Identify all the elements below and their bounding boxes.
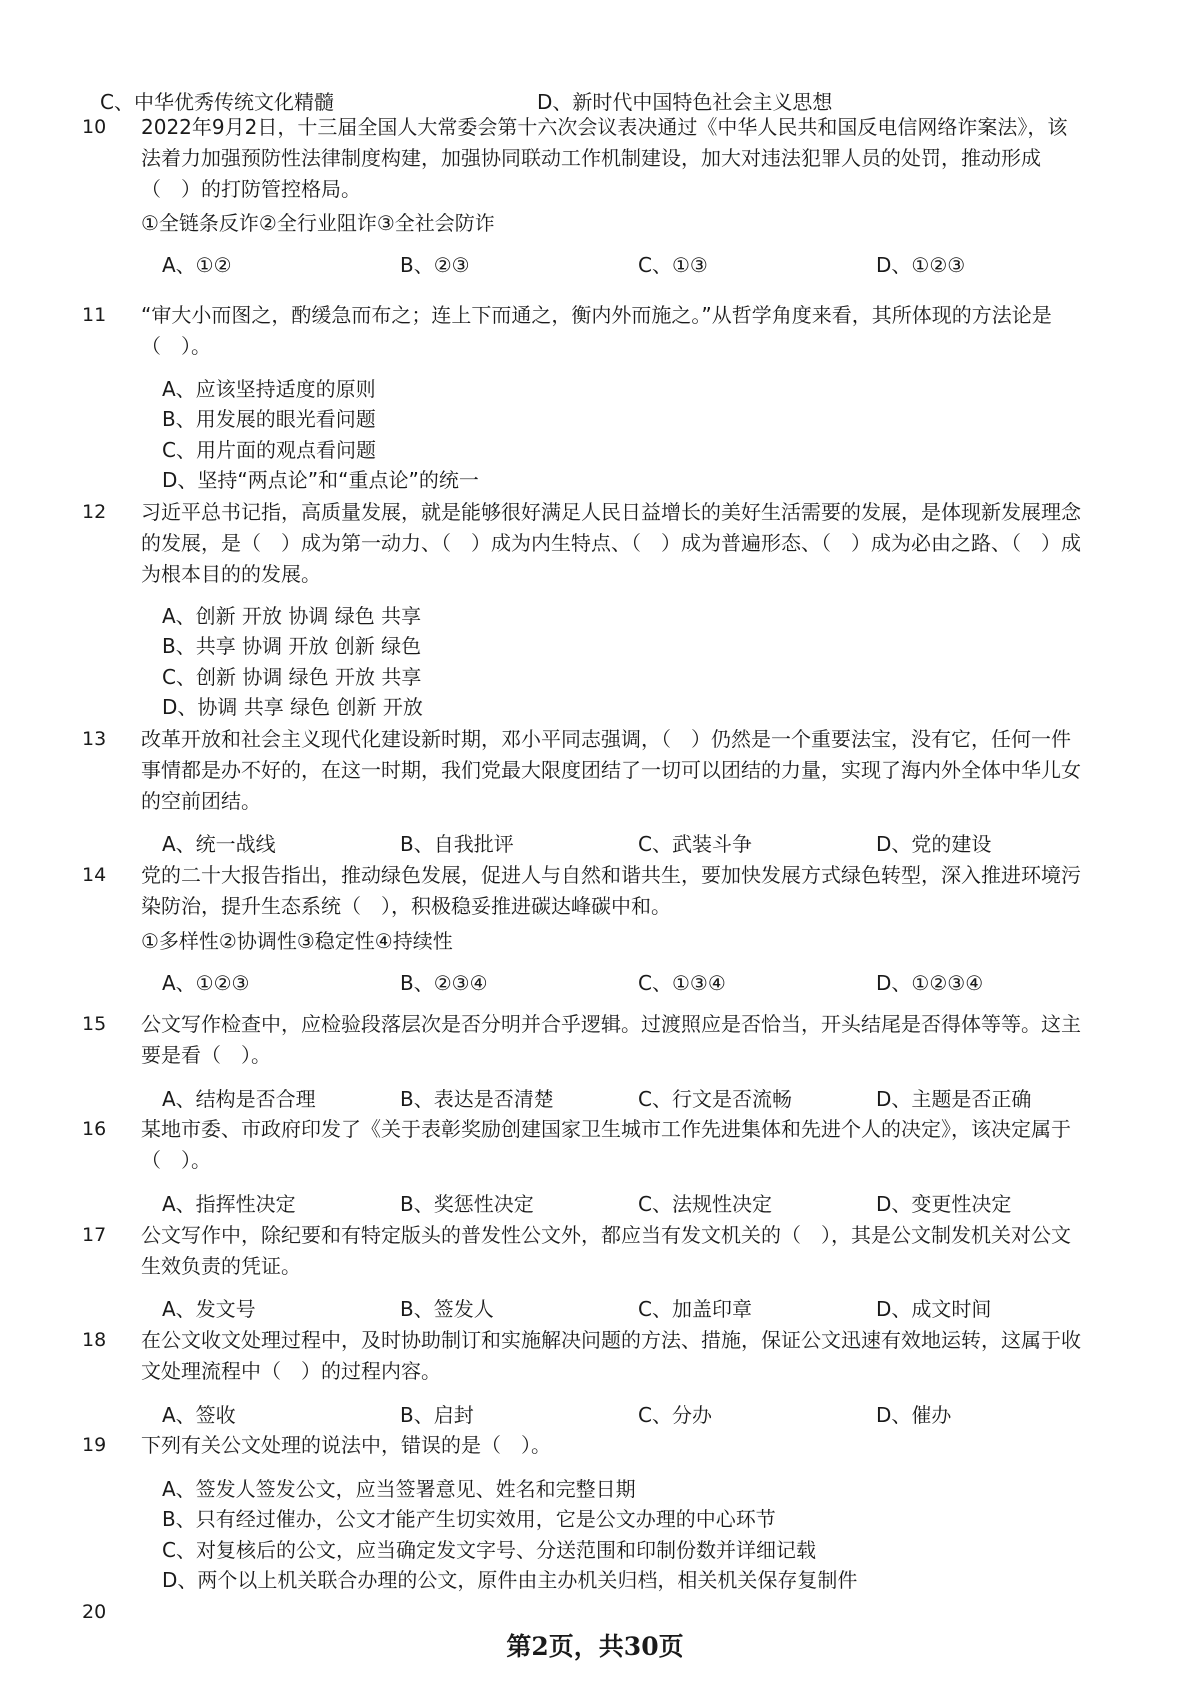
option-a[interactable]: A、签发人签发公文，应当签署意见、姓名和完整日期 <box>162 1477 636 1501</box>
option-c[interactable]: C、中华优秀传统文化精髓 <box>100 90 334 114</box>
option-a[interactable]: A、结构是否合理 <box>162 1087 316 1111</box>
option-b[interactable]: B、自我批评 <box>400 832 514 856</box>
question-number: 20 <box>82 1601 107 1623</box>
option-row <box>162 1189 1114 1219</box>
option-list <box>162 601 423 723</box>
question-text: “审大小而图之，酌缓急而布之；连上下而通之，衡内外而施之。”从哲学角度来看，其所体现的方法论是（ ）。 <box>141 303 1052 358</box>
option-d[interactable]: D、①②③④ <box>876 971 984 995</box>
option-c[interactable]: C、法规性决定 <box>638 1192 772 1216</box>
question-statements: ①多样性②协调性③稳定性④持续性 <box>141 929 453 953</box>
question-number: 13 <box>82 728 107 750</box>
question-text: 某地市委、市政府印发了《关于表彰奖励创建国家卫生城市工作先进集体和先进个人的决定》，该决定属于（ ）。 <box>141 1117 1071 1172</box>
question-text: 党的二十大报告指出，推动绿色发展，促进人与自然和谐共生，要加快发展方式绿色转型，深入推进环境污染防治，提升生态系统（ ），积极稳妥推进碳达峰碳中和。 <box>141 863 1081 918</box>
option-b[interactable]: B、启封 <box>400 1403 474 1427</box>
option-list <box>162 1474 857 1596</box>
question-text: 习近平总书记指，高质量发展，就是能够很好满足人民日益增长的美好生活需要的发展，是体现新发展理念的发展，是（ ）成为第一动力、（ ）成为内生特点、（ ）成为普遍形态、（ ）成为必由之路、（ ）成为根本目的的发展。 <box>141 500 1081 586</box>
question-number: 19 <box>82 1434 107 1456</box>
option-row <box>162 250 1114 280</box>
option-a[interactable]: A、①②③ <box>162 971 250 995</box>
question-text: 公文写作中，除纪要和有特定版头的普发性公文外，都应当有发文机关的（ ），其是公文制发机关对公文生效负责的凭证。 <box>141 1223 1071 1278</box>
option-b[interactable]: B、②③④ <box>400 971 488 995</box>
option-d[interactable]: D、①②③ <box>876 253 966 277</box>
option-a[interactable]: A、发文号 <box>162 1297 256 1321</box>
option-c[interactable]: C、①③④ <box>638 971 726 995</box>
option-a[interactable]: A、应该坚持适度的原则 <box>162 377 376 401</box>
question-text: 改革开放和社会主义现代化建设新时期，邓小平同志强调，（ ）仍然是一个重要法宝，没有它，任何一件事情都是办不好的，在这一时期，我们党最大限度团结了一切可以团结的力量，实现了海内外全体中华儿女的空前团结。 <box>141 727 1081 813</box>
option-d[interactable]: D、催办 <box>876 1403 952 1427</box>
question-number: 12 <box>82 501 107 523</box>
option-d[interactable]: D、主题是否正确 <box>876 1087 1032 1111</box>
option-b[interactable]: B、只有经过催办，公文才能产生切实效用，它是公文办理的中心环节 <box>162 1507 776 1532</box>
question-text: 公文写作检查中，应检验段落层次是否分明并合乎逻辑。过渡照应是否恰当，开头结尾是否得体等等。这主要是看（ ）。 <box>141 1012 1081 1067</box>
option-c[interactable]: C、行文是否流畅 <box>638 1087 792 1111</box>
option-a[interactable]: A、签收 <box>162 1403 236 1427</box>
option-b[interactable]: B、共享 协调 开放 创新 绿色 <box>162 634 422 659</box>
option-d[interactable]: D、两个以上机关联合办理的公文，原件由主办机关归档，相关机关保存复制件 <box>162 1568 858 1593</box>
option-row <box>162 829 1114 859</box>
question-number: 10 <box>82 116 107 138</box>
option-c[interactable]: C、创新 协调 绿色 开放 共享 <box>162 664 422 689</box>
question-number: 16 <box>82 1118 107 1140</box>
question-number: 11 <box>82 304 107 326</box>
option-row <box>162 1400 1114 1430</box>
question-number: 17 <box>82 1224 107 1246</box>
option-c[interactable]: C、①③ <box>638 253 708 277</box>
question-number: 14 <box>82 864 107 886</box>
option-d[interactable]: D、变更性决定 <box>876 1192 1012 1216</box>
question-statements: ①全链条反诈②全行业阻诈③全社会防诈 <box>141 211 495 235</box>
option-row <box>162 968 1114 998</box>
option-c[interactable]: C、分办 <box>638 1403 712 1427</box>
option-a[interactable]: A、创新 开放 协调 绿色 共享 <box>162 604 422 628</box>
option-a[interactable]: A、统一战线 <box>162 832 276 856</box>
option-row <box>162 1084 1114 1114</box>
option-d[interactable]: D、协调 共享 绿色 创新 开放 <box>162 695 423 720</box>
option-list <box>162 374 479 496</box>
page-footer: 第2页，共30页 <box>506 1632 684 1661</box>
question-text: 2022年9月2日，十三届全国人大常委会第十六次会议表决通过《中华人民共和国反电信网络诈案法》，该法着力加强预防性法律制度构建，加强协同联动工作机制建设，加大对违法犯罪人员的处罚，推动形成（ ）的打防管控格局。 <box>141 115 1068 201</box>
option-c[interactable]: C、武装斗争 <box>638 832 752 856</box>
option-row <box>162 1294 1114 1324</box>
option-c[interactable]: C、加盖印章 <box>638 1297 752 1321</box>
question-text: 下列有关公文处理的说法中，错误的是（ ）。 <box>141 1433 551 1457</box>
option-c[interactable]: C、对复核后的公文，应当确定发文字号、分送范围和印制份数并详细记载 <box>162 1537 816 1562</box>
option-a[interactable]: A、①② <box>162 253 232 277</box>
option-b[interactable]: B、表达是否清楚 <box>400 1087 554 1111</box>
question-number: 15 <box>82 1013 107 1035</box>
option-b[interactable]: B、用发展的眼光看问题 <box>162 407 376 432</box>
option-d[interactable]: D、党的建设 <box>876 832 992 856</box>
option-d[interactable]: D、新时代中国特色社会主义思想 <box>537 90 833 114</box>
question-text: 在公文收文处理过程中，及时协助制订和实施解决问题的方法、措施，保证公文迅速有效地运转，这属于收文处理流程中（ ）的过程内容。 <box>141 1328 1081 1383</box>
option-b[interactable]: B、签发人 <box>400 1297 494 1321</box>
option-a[interactable]: A、指挥性决定 <box>162 1192 296 1216</box>
option-b[interactable]: B、奖惩性决定 <box>400 1192 534 1216</box>
option-d[interactable]: D、成文时间 <box>876 1297 992 1321</box>
question-number: 18 <box>82 1329 107 1351</box>
option-d[interactable]: D、坚持“两点论”和“重点论”的统一 <box>162 468 479 493</box>
option-b[interactable]: B、②③ <box>400 253 470 277</box>
option-c[interactable]: C、用片面的观点看问题 <box>162 437 376 462</box>
